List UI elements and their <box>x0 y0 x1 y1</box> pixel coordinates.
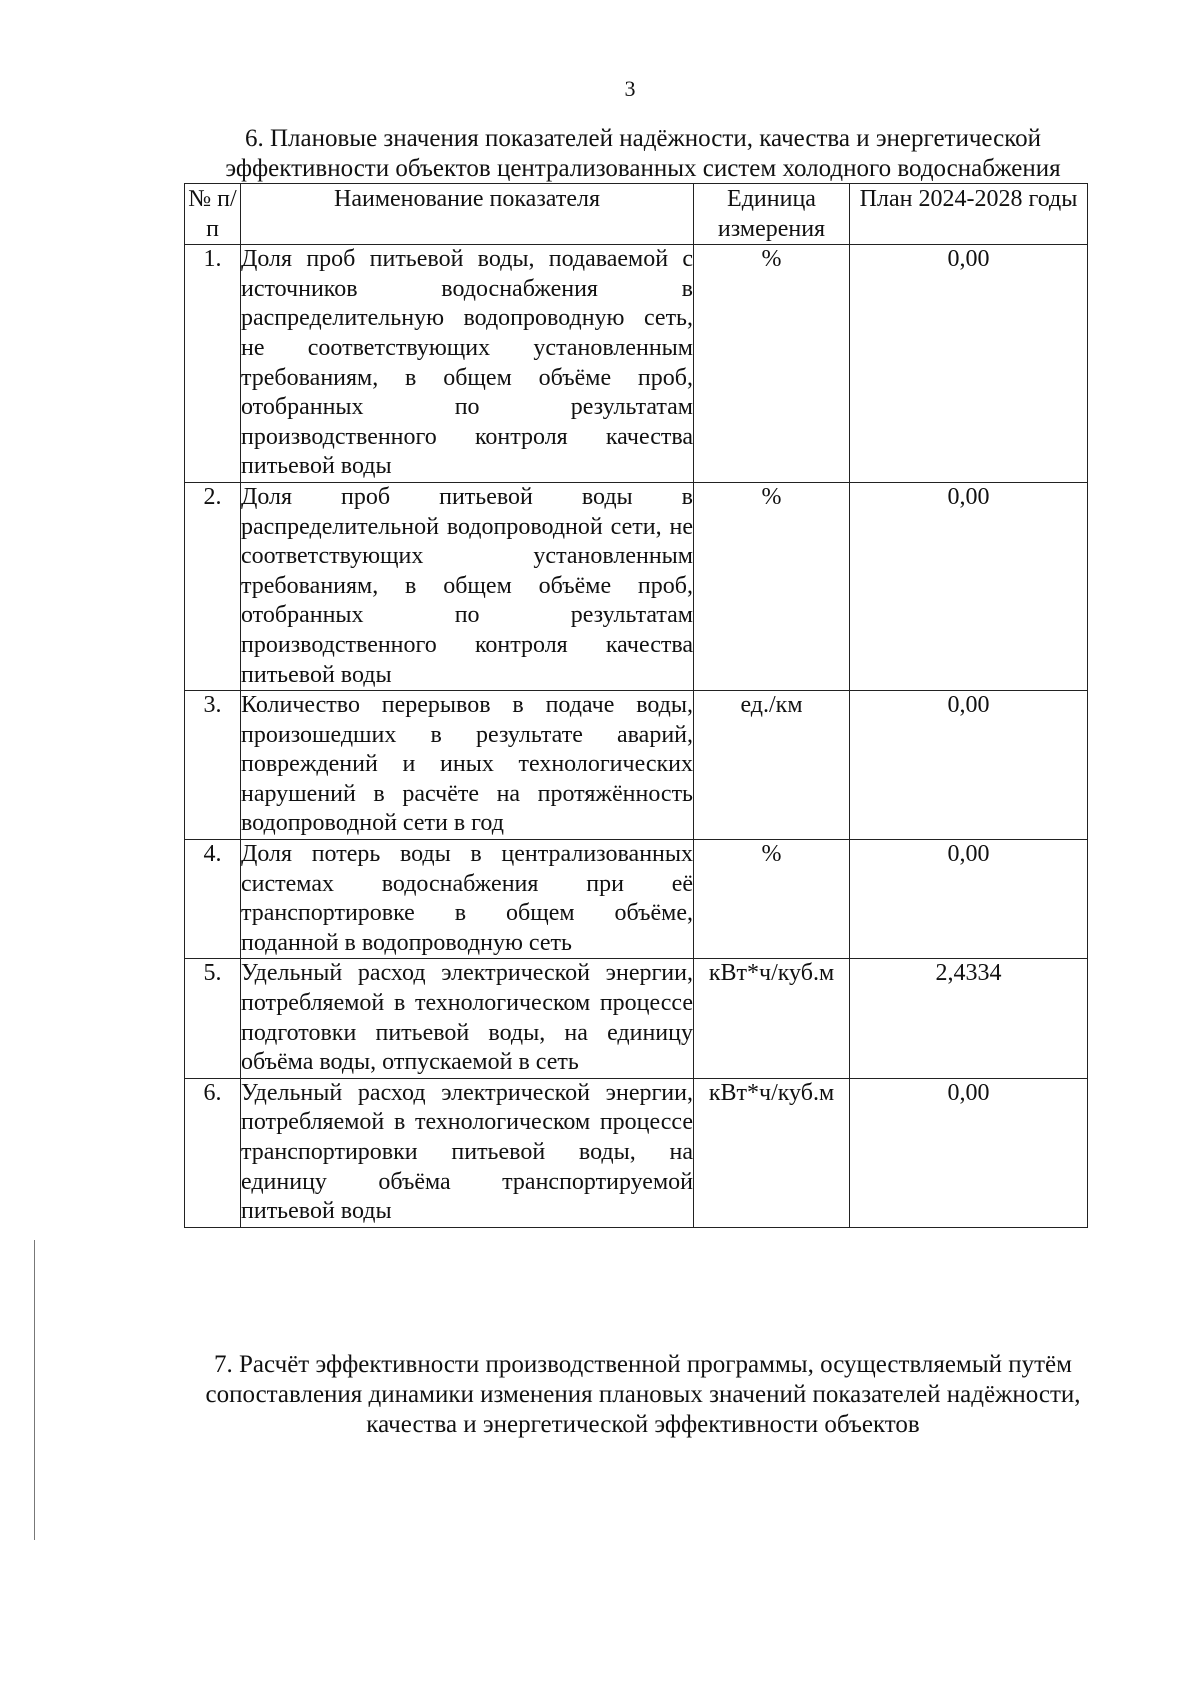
indicator-plan: 0,00 <box>850 840 1088 959</box>
header-plan: План 2024-2028 годы <box>850 184 1088 245</box>
header-num: № п/п <box>185 184 241 245</box>
indicator-name: Доля проб питьевой воды, подаваемой с источников водоснабжения в распределительную водопроводную сеть, не соответствующих установленным требованиям, в общем объёме проб, отобранных по результатам производственного контроля качества питьевой воды <box>241 245 694 483</box>
section-7-title: 7. Расчёт эффективности производственной программы, осуществляемый путём сопоставления динамики изменения плановых значений показателей надёжности, качества и энергетической эффективности объектов <box>205 1351 1081 1438</box>
table-row <box>185 691 1088 840</box>
row-number: 2. <box>185 482 241 690</box>
indicator-unit: % <box>694 245 850 483</box>
table-header-row <box>185 184 1088 245</box>
page-number: 3 <box>624 76 636 101</box>
table-row <box>185 245 1088 483</box>
indicator-name: Количество перерывов в подаче воды, произошедших в результате аварий, повреждений и иных технологических нарушений в расчёте на протяжённость водопроводной сети в год <box>241 691 694 840</box>
indicator-plan: 0,00 <box>850 245 1088 483</box>
indicator-name: Доля потерь воды в централизованных системах водоснабжения при её транспортировке в общем объёме, поданной в водопроводную сеть <box>241 840 694 959</box>
table-row <box>185 840 1088 959</box>
row-number: 6. <box>185 1078 241 1227</box>
table-row <box>185 482 1088 690</box>
indicator-name: Удельный расход электрической энергии, потребляемой в технологическом процессе подготовки питьевой воды, на единицу объёма воды, отпускаемой в сеть <box>241 959 694 1078</box>
row-number: 3. <box>185 691 241 840</box>
indicator-name: Доля проб питьевой воды в распределительной водопроводной сети, не соответствующих установленным требованиям, в общем объёме проб, отобранных по результатам производственного контроля качества питьевой воды <box>241 482 694 690</box>
row-number: 1. <box>185 245 241 483</box>
table-row <box>185 1078 1088 1227</box>
row-number: 5. <box>185 959 241 1078</box>
indicator-unit: % <box>694 482 850 690</box>
indicator-unit: кВт*ч/куб.м <box>694 959 850 1078</box>
indicator-plan: 0,00 <box>850 1078 1088 1227</box>
indicator-plan: 0,00 <box>850 482 1088 690</box>
header-unit: Единица измерения <box>694 184 850 245</box>
indicator-unit: ед./км <box>694 691 850 840</box>
indicators-table <box>184 183 1088 1228</box>
header-name: Наименование показателя <box>241 184 694 245</box>
indicator-plan: 0,00 <box>850 691 1088 840</box>
indicator-plan: 2,4334 <box>850 959 1088 1078</box>
indicator-name: Удельный расход электрической энергии, потребляемой в технологическом процессе транспортировки питьевой воды, на единицу объёма транспортируемой питьевой воды <box>241 1078 694 1227</box>
section-6-title: 6. Плановые значения показателей надёжности, качества и энергетической эффективности объектов централизованных систем холодного водоснабжения <box>225 125 1061 182</box>
indicator-unit: кВт*ч/куб.м <box>694 1078 850 1227</box>
margin-line <box>34 1240 35 1540</box>
row-number: 4. <box>185 840 241 959</box>
table-row <box>185 959 1088 1078</box>
indicator-unit: % <box>694 840 850 959</box>
